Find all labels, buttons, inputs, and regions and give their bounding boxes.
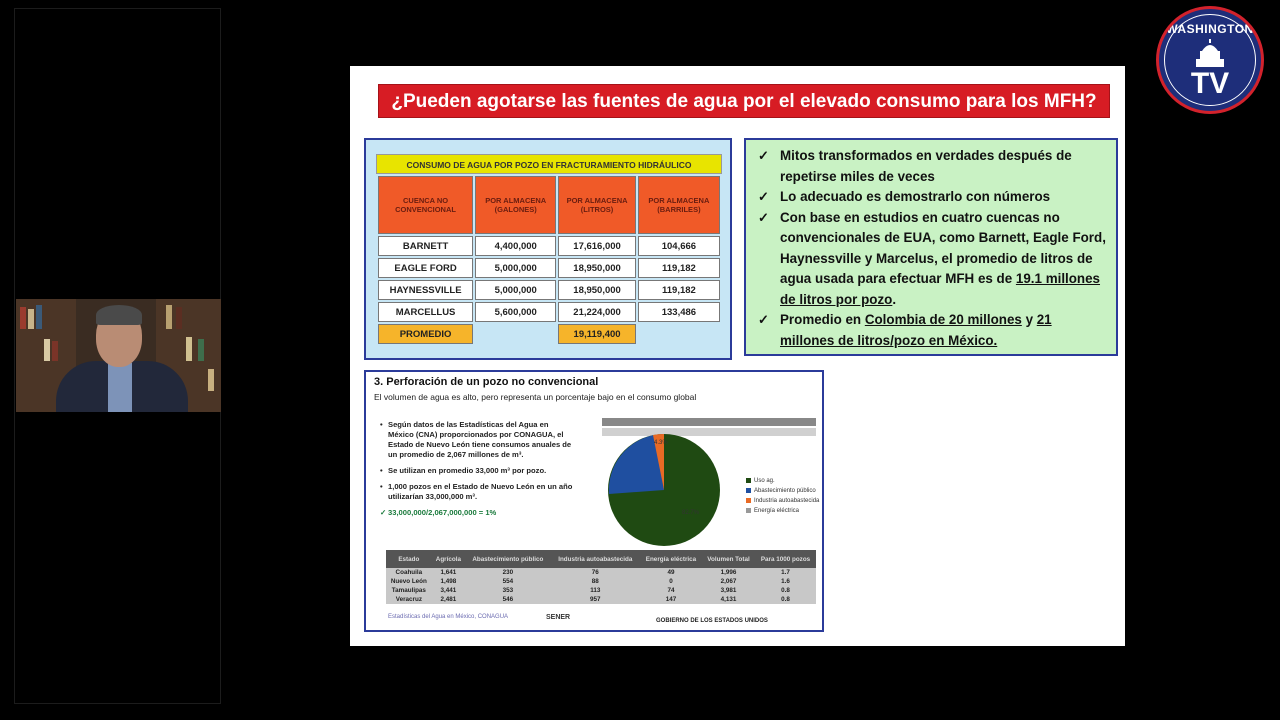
table-cell: 5,000,000 (475, 280, 556, 300)
bullet-highlight: 19.1 millones de litros por pozo (780, 271, 1101, 307)
embedded-bullet-text: 33,000,000/2,067,000,000 = 1% (388, 508, 497, 517)
table-cell: 88 (551, 577, 640, 586)
column-header: POR ALMACENA (LITROS) (558, 176, 636, 234)
table-cell: 1.7 (755, 568, 816, 577)
state-water-table (386, 550, 816, 604)
table-cell: 4,400,000 (475, 236, 556, 256)
table-cell: 104,666 (638, 236, 720, 256)
bullet-point (756, 146, 1106, 187)
table-cell: Coahuila (386, 568, 432, 577)
table-cell: EAGLE FORD (378, 258, 473, 278)
book (52, 341, 58, 361)
table-cell: Tamaulipas (386, 586, 432, 595)
sener-logo: SENER (546, 614, 571, 621)
table-cell: 119,182 (638, 258, 720, 278)
legend-item (746, 476, 819, 486)
table-cell: 0.8 (755, 595, 816, 604)
check-icon: ✓ (758, 148, 769, 163)
column-header: Volumen Total (702, 550, 755, 568)
speaker-hair (96, 305, 142, 325)
bullet-text: y (1021, 312, 1037, 327)
table-cell: 49 (640, 568, 702, 577)
table-cell: 133,486 (638, 302, 720, 322)
table-cell: 18,950,000 (558, 258, 636, 278)
pie-chart (606, 432, 726, 552)
speaker-shirt (108, 363, 132, 412)
bullet-text: Lo adecuado es demostrarlo con números (780, 189, 1051, 204)
table-cell: 113 (551, 586, 640, 595)
column-header: POR ALMACENA (BARRILES) (638, 176, 720, 234)
pie-legend (746, 476, 819, 516)
embedded-bullets (380, 420, 576, 524)
slide-title: ¿Pueden agotarse las fuentes de agua por el elevado consumo para los MFH? (378, 84, 1110, 118)
book (20, 307, 26, 329)
book (186, 337, 192, 361)
book (176, 307, 182, 329)
table-cell: 230 (465, 568, 551, 577)
table-cell: 3,981 (702, 586, 755, 595)
table-cell: 17,616,000 (558, 236, 636, 256)
legend-item (746, 506, 819, 516)
legend-item (746, 486, 819, 496)
table-cell: 2,067 (702, 577, 755, 586)
table-cell: BARNETT (378, 236, 473, 256)
table-row (386, 577, 816, 586)
table-cell: 4,131 (702, 595, 755, 604)
bullet-point: ✓ Con base en estudios en cuatro cuencas no convencionales de EUA, como Barnett, Eagle Ford, Haynessville y Marcelus, el promedio de litros de agua usada para efectuar MFH es de 19.1 millones de litros por pozo. (758, 209, 1106, 307)
book (198, 339, 204, 361)
table-cell: 5,600,000 (475, 302, 556, 322)
bullet-highlight: 21 millones de litros/pozo en México. (780, 312, 1052, 348)
column-header: Industria autoabastecida (551, 550, 640, 568)
table-row (386, 568, 816, 577)
column-header: Para 1000 pozos (755, 550, 816, 568)
check-icon: ✓ (758, 209, 769, 225)
table-cell: 1,996 (702, 568, 755, 577)
bullet-text: Con base en estudios en cuatro cuencas no convencionales de EUA, como Barnett, Eagle Ford, Haynessville y Marcelus, el promedio de litros de agua usada para efectuar MFH es de (780, 209, 1106, 286)
embedded-slide-title: 3. Perforación de un pozo no convencional (374, 376, 599, 388)
bullet-point (756, 310, 1106, 351)
embedded-bullet-text: Según datos de las Estadísticas del Agua en México (CNA) proporcionados por CONAGUA, el Estado de Nuevo León tiene consumos anuales de un promedio de 2,067 millones de m³. (388, 420, 572, 459)
bullet-text: Mitos transformados en verdades después de repetirse miles de veces (780, 148, 1072, 184)
column-header: POR ALMACENA (GALONES) (475, 176, 556, 234)
embedded-bullet-text: Se utilizan en promedio 33,000 m³ por pozo. (388, 466, 547, 475)
book (36, 305, 42, 329)
pie-label: 4.3% (654, 440, 668, 446)
footer-text: GOBIERNO DE LOS ESTADOS UNIDOS (656, 618, 768, 624)
legend-label: Uso ag. (754, 478, 775, 484)
table-cell: 1.6 (755, 577, 816, 586)
legend-label: Abastecimiento público (754, 488, 816, 494)
table-cell: 74 (640, 586, 702, 595)
water-consumption-table (376, 174, 722, 346)
bullet-text: Promedio en (780, 312, 865, 327)
empty-cell (475, 324, 556, 344)
table-header-row (386, 550, 816, 568)
table-row (386, 595, 816, 604)
table-cell: 5,000,000 (475, 258, 556, 278)
table-row (378, 302, 720, 322)
table-cell: 1,641 (432, 568, 465, 577)
table-cell: 0 (640, 577, 702, 586)
legend-item (746, 496, 819, 506)
table-cell: 1,498 (432, 577, 465, 586)
chart-header-bar (602, 418, 816, 426)
embedded-slide-subtitle: El volumen de agua es alto, pero representa un porcentaje bajo en el consumo global (374, 392, 697, 402)
check-icon: ✓ (758, 189, 769, 204)
embedded-bullet: • Se utilizan en promedio 33,000 m³ por pozo. (380, 466, 547, 475)
empty-cell (638, 324, 720, 344)
embedded-slide (364, 370, 824, 632)
table-cell: 0.8 (755, 586, 816, 595)
check-icon: ✓ (758, 312, 769, 327)
book (166, 305, 172, 329)
table-cell: 119,182 (638, 280, 720, 300)
logo-top-text: WASHINGTON (1166, 22, 1254, 36)
table-cell: 147 (640, 595, 702, 604)
key-points-panel (744, 138, 1118, 356)
column-header: Energía eléctrica (640, 550, 702, 568)
table-row (386, 586, 816, 595)
capitol-icon (1192, 39, 1228, 69)
table-cell: 353 (465, 586, 551, 595)
table-cell: 546 (465, 595, 551, 604)
column-header: Agrícola (432, 550, 465, 568)
average-label: PROMEDIO (378, 324, 473, 344)
speaker-video[interactable] (16, 299, 221, 412)
table-cell: 18,950,000 (558, 280, 636, 300)
column-header: Estado (386, 550, 432, 568)
embedded-bullet: • 1,000 pozos en el Estado de Nuevo León en un año utilizarían 33,000,000 m³. (380, 482, 573, 501)
table-cell: Veracruz (386, 595, 432, 604)
presentation-slide (350, 66, 1125, 646)
book (44, 339, 50, 361)
average-row (378, 324, 720, 344)
embedded-bullet-text: 1,000 pozos en el Estado de Nuevo León en un año utilizarían 33,000,000 m³. (388, 482, 573, 501)
table-title: CONSUMO DE AGUA POR POZO EN FRACTURAMIENTO HIDRÁULICO (376, 154, 722, 174)
column-header: Abastecimiento público (465, 550, 551, 568)
legend-label: Energía eléctrica (754, 508, 800, 514)
table-cell: MARCELLUS (378, 302, 473, 322)
table-cell: 76 (551, 568, 640, 577)
table-cell: Nuevo León (386, 577, 432, 586)
table-row (378, 258, 720, 278)
table-header-row (378, 176, 720, 234)
book (208, 369, 214, 391)
book (28, 309, 34, 329)
bullet-highlight: Colombia de 20 millones (864, 312, 1022, 327)
table-cell: 957 (551, 595, 640, 604)
washington-tv-logo (1156, 6, 1264, 114)
table-cell: 3,441 (432, 586, 465, 595)
logo-bottom-text: TV (1190, 67, 1230, 100)
bullet-point (756, 187, 1106, 208)
table-row (378, 280, 720, 300)
source-note: Estadísticas del Agua en México, CONAGUA (388, 614, 509, 620)
table-row (378, 236, 720, 256)
legend-label: Industria autoabastecida (754, 498, 820, 504)
pie-label: 82.7% (682, 510, 700, 516)
column-header: CUENCA NO CONVENCIONAL (378, 176, 473, 234)
table-cell: 21,224,000 (558, 302, 636, 322)
water-consumption-table-panel (364, 138, 732, 360)
average-value: 19,119,400 (558, 324, 636, 344)
embedded-bullet: ✓ 33,000,000/2,067,000,000 = 1% (380, 508, 497, 517)
embedded-bullet: • Según datos de las Estadísticas del Agua en México (CNA) proporcionados por CONAGUA, el Estado de Nuevo León tiene consumos anuales de un promedio de 2,067 millones de m³. (380, 420, 572, 459)
table-cell: 554 (465, 577, 551, 586)
table-cell: HAYNESSVILLE (378, 280, 473, 300)
table-cell: 2,481 (432, 595, 465, 604)
